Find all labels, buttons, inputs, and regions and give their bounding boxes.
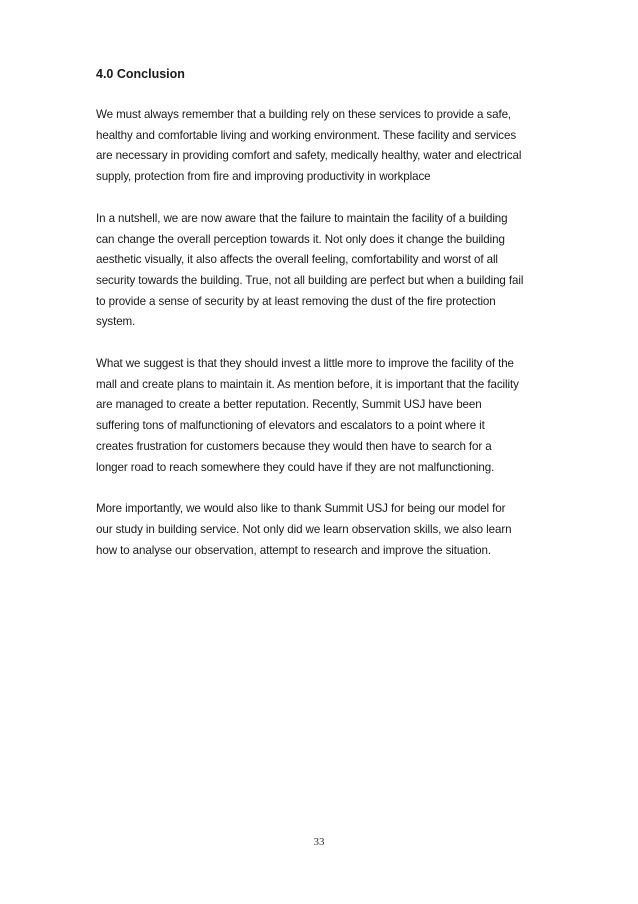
paragraph-line: aesthetic visually, it also affects the overall feeling, comfortability and worst of all bbox=[96, 253, 498, 267]
paragraph-line: longer road to reach somewhere they could have if they are not malfunctioning. bbox=[96, 460, 495, 474]
section-heading: 4.0 Conclusion bbox=[96, 67, 185, 81]
paragraph-line: What we suggest is that they should invest a little more to improve the facility of the bbox=[96, 357, 514, 371]
document-page bbox=[96, 64, 556, 561]
paragraph-line: system. bbox=[96, 315, 136, 329]
paragraph-4 bbox=[96, 499, 556, 561]
page-number: 33 bbox=[313, 836, 325, 848]
paragraph-1 bbox=[96, 105, 556, 188]
paragraph-line: supply, protection from fire and improving productivity in workplace bbox=[96, 170, 431, 184]
paragraph-line: healthy and comfortable living and working environment. These facility and services bbox=[96, 128, 517, 142]
paragraph-line: security towards the building. True, not all building are perfect but when a building fail bbox=[96, 273, 524, 287]
paragraph-line: suffering tons of malfunctioning of elevators and escalators to a point where it bbox=[96, 419, 485, 433]
paragraph-line: how to analyse our observation, attempt to research and improve the situation. bbox=[96, 543, 491, 557]
paragraph-line: More importantly, we would also like to thank Summit USJ for being our model for bbox=[96, 502, 506, 516]
paragraph-2 bbox=[96, 209, 556, 333]
paragraph-line: In a nutshell, we are now aware that the failure to maintain the facility of a building bbox=[96, 211, 508, 225]
paragraph-line: can change the overall perception towards it. Not only does it change the building bbox=[96, 232, 505, 246]
paragraph-3 bbox=[96, 354, 556, 478]
paragraph-line: to provide a sense of security by at least removing the dust of the fire protection bbox=[96, 294, 496, 308]
paragraph-line: are necessary in providing comfort and safety, medically healthy, water and electrical bbox=[96, 149, 522, 163]
paragraph-line: mall and create plans to maintain it. As mention before, it is important that the facility bbox=[96, 377, 519, 391]
paragraph-line: are managed to create a better reputation. Recently, Summit USJ have been bbox=[96, 398, 482, 412]
paragraph-line: We must always remember that a building rely on these services to provide a safe, bbox=[96, 108, 512, 121]
paragraph-line: creates frustration for customers because they would then have to search for a bbox=[96, 439, 492, 453]
paragraph-line: our study in building service. Not only did we learn observation skills, we also learn bbox=[96, 522, 512, 536]
